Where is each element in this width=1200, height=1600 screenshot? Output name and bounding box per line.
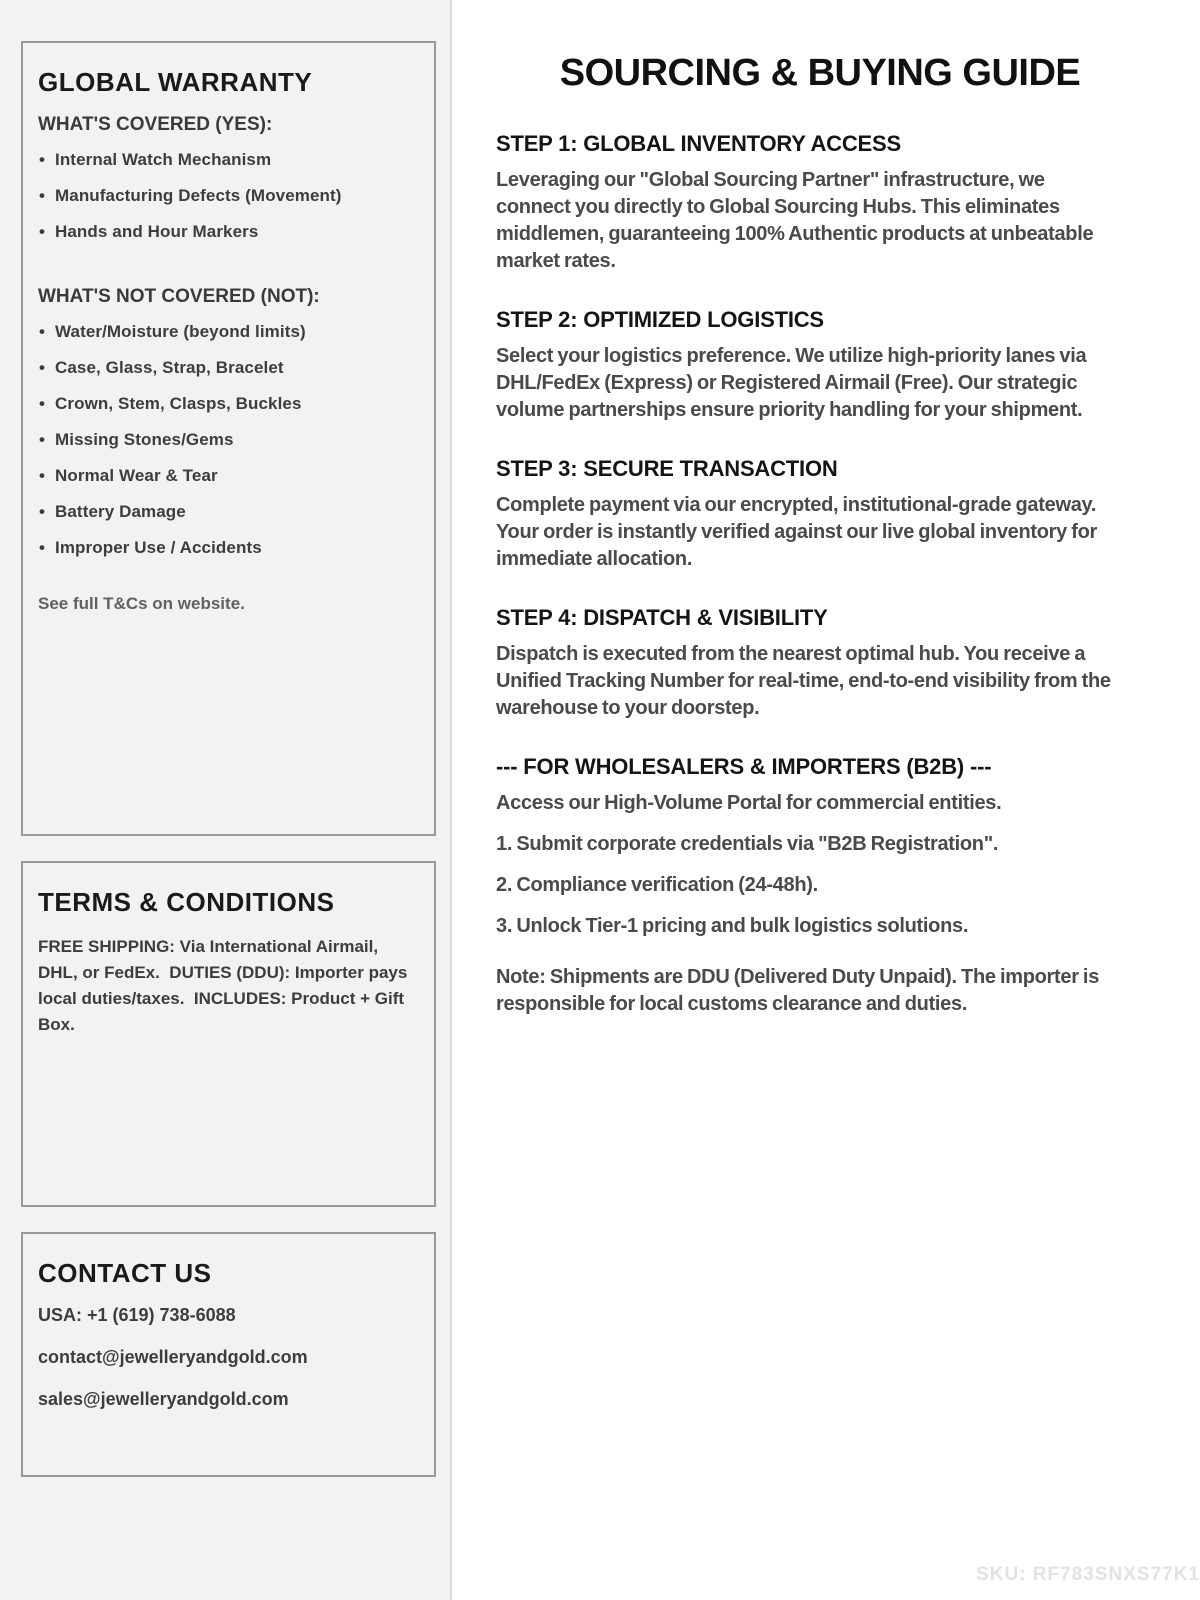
contact-box [21, 1232, 436, 1477]
list-item: • Battery Damage [38, 502, 419, 522]
warranty-box [21, 41, 436, 836]
b2b-note: Note: Shipments are DDU (Delivered Duty Unpaid). The importer is responsible for local customs clearance and duties. [496, 966, 1100, 1015]
warranty-footnote: See full T&Cs on website. [38, 594, 245, 613]
step-2-heading: STEP 2: OPTIMIZED LOGISTICS [496, 307, 824, 332]
list-item: • Water/Moisture (beyond limits) [38, 322, 419, 342]
list-item: • Hands and Hour Markers [38, 222, 419, 242]
contact-phone: USA: +1 (619) 738-6088 [38, 1305, 236, 1325]
b2b-item-2: 2. Compliance verification (24-48h). [496, 874, 818, 896]
step-4-body: Dispatch is executed from the nearest optimal hub. You receive a Unified Tracking Number for real-time, end-to-end visibility from the warehouse to your doorstep. [496, 643, 1111, 719]
step-2-section [496, 307, 1144, 424]
page-title: SOURCING & BUYING GUIDE [559, 52, 1081, 94]
step-4-heading: STEP 4: DISPATCH & VISIBILITY [496, 605, 828, 630]
contact-email-primary: contact@jewelleryandgold.com [38, 1347, 308, 1367]
b2b-intro: Access our High-Volume Portal for commercial entities. [496, 792, 1002, 814]
terms-box [21, 861, 436, 1207]
step-1-body: Leveraging our "Global Sourcing Partner" infrastructure, we connect you directly to Global Sourcing Hubs. This eliminates middlemen, guaranteeing 100% Authentic products at unbeatable market rates. [496, 169, 1094, 272]
warranty-title: GLOBAL WARRANTY [38, 67, 313, 97]
list-item: • Missing Stones/Gems [38, 430, 419, 450]
list-item: • Case, Glass, Strap, Bracelet [38, 358, 419, 378]
step-3-section [496, 456, 1144, 573]
covered-list [38, 150, 419, 242]
step-3-heading: STEP 3: SECURE TRANSACTION [496, 456, 838, 481]
contact-title: CONTACT US [38, 1258, 212, 1288]
b2b-item-3: 3. Unlock Tier-1 pricing and bulk logistics solutions. [496, 915, 969, 937]
step-4-section [496, 605, 1144, 722]
b2b-item-1: 1. Submit corporate credentials via "B2B Registration". [496, 833, 999, 855]
b2b-section [496, 754, 1144, 1018]
not-covered-heading: WHAT'S NOT COVERED (NOT): [38, 286, 320, 307]
not-covered-list [38, 322, 419, 558]
b2b-heading: --- FOR WHOLESALERS & IMPORTERS (B2B) --- [496, 754, 992, 779]
covered-heading: WHAT'S COVERED (YES): [38, 114, 273, 135]
step-1-heading: STEP 1: GLOBAL INVENTORY ACCESS [496, 131, 901, 156]
sku-label: SKU: RF783SNXS77K1 [976, 1564, 1200, 1585]
terms-body: FREE SHIPPING: Via International Airmail, DHL, or FedEx. DUTIES (DDU): Importer pays local duties/taxes. INCLUDES: Product + Gift Box. [38, 937, 413, 1034]
list-item: • Normal Wear & Tear [38, 466, 419, 486]
contact-email-sales: sales@jewelleryandgold.com [38, 1389, 289, 1409]
step-2-body: Select your logistics preference. We utilize high-priority lanes via DHL/FedEx (Express) or Registered Airmail (Free). Our strategic volume partnerships ensure priority handling for your shipment. [496, 345, 1087, 421]
sidebar [0, 0, 452, 1600]
list-item: • Improper Use / Accidents [38, 538, 419, 558]
list-item: • Manufacturing Defects (Movement) [38, 186, 419, 206]
step-1-section [496, 131, 1144, 275]
list-item: • Crown, Stem, Clasps, Buckles [38, 394, 419, 414]
terms-title: TERMS & CONDITIONS [38, 887, 335, 917]
main-content [452, 0, 1200, 1600]
step-3-body: Complete payment via our encrypted, institutional-grade gateway. Your order is instantly verified against our live global inventory for immediate allocation. [496, 494, 1097, 570]
list-item: • Internal Watch Mechanism [38, 150, 419, 170]
